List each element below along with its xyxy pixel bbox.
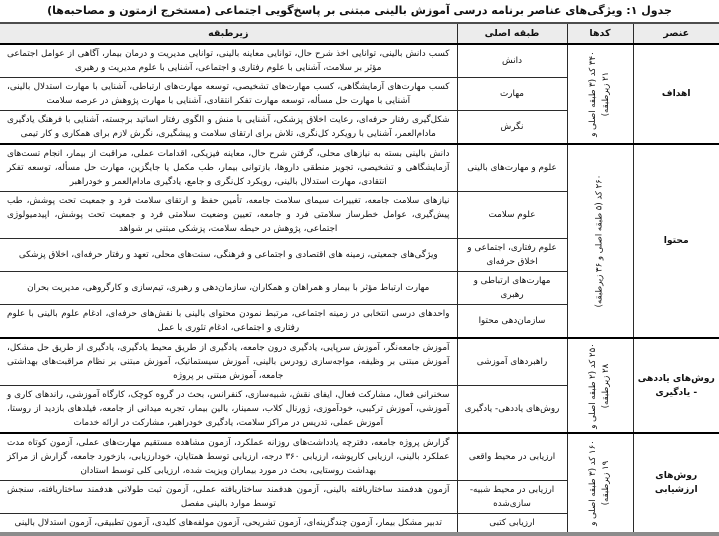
subcategory-cell: مهارت ارتباط مؤثر با بیمار و همراهان و همکاران، سازمان‌دهی و رهبری، تیم‌سازی و کارگروهی، مدیریت بحران (0, 272, 457, 305)
element-cell-goals: اهداف (633, 44, 719, 144)
subcategory-cell: واحدهای درسی انتخابی در زمینه اجتماعی، مرتبط نمودن محتوای بالینی با نقش‌های حرفه‌ای، ادغام علوم بالینی با علوم رفتاری و اجتماعی، ادغام تئوری با عمل (0, 305, 457, 339)
subcategory-cell: آموزش جامعه‌نگر، آموزش سرپایی، یادگیری درون جامعه، یادگیری از طریق محیط یادگیری، یادگیری از طریق حل مشکل، آموزش مبتنی بر وظیفه، مواجه‌سازی زودرس بالینی، آموزش سیستماتیک، آموزش مبتنی بر نظام مراقبت‌های بهداشتی جامعه، آموزش مبتنی بر پروژه (0, 338, 457, 386)
element-cell-evaluation-methods: روش‌های ارزشیابی (633, 433, 719, 534)
subcategory-cell: دانش بالینی بسته به نیازهای محلی، گرفتن شرح حال، معاینه فیزیکی، اقدامات عملی، مراقبت از بیمار، انجام تست‌های آزمایشگاهی و تشخیصی، تجویز منطقی داروها، بازتوانی بیمار، طب مکمل یا جایگزین، مهارت حل مسأله، توسعه تفکر انتقادی، مهارت استدلال بالینی، رویکرد کل‌نگری و جامع، یادگیری مادام‌العمر و خودراهبر (0, 144, 457, 192)
codes-cell-content (567, 144, 633, 338)
table-row (0, 338, 719, 386)
header-row (0, 23, 719, 44)
column-header-codes: کدها (567, 23, 633, 44)
rotated-codes-label: ۲۵۰ کد (۲ طبقه اصلی و ۲۸ زیرطبقه) (588, 342, 611, 429)
rotated-codes-label: ۲۶۰ کد (۵ طبقه اصلی و ۳۶ زیرطبقه) (594, 174, 605, 308)
main-category-cell: دانش (457, 44, 567, 78)
table-row (0, 44, 719, 78)
column-header-element: عنصر (633, 23, 719, 44)
main-category-cell: علوم سلامت (457, 192, 567, 239)
main-category-cell: علوم و مهارت‌های بالینی (457, 144, 567, 192)
main-category-cell: روش‌های یاددهی- یادگیری (457, 386, 567, 434)
subcategory-cell: گزارش پروژه جامعه، دفترچه یادداشت‌های روزانه عملکرد، آزمون مشاهده مستقیم مهارت‌های عملی، آزمون کوتاه مدت عملکرد بالینی، ارزیابی کارپوشه، ارزیابی ۳۶۰ درجه، ارزیابی توسط همتایان، خودارزیابی، بازخورد جامعه، گزارش از مراکز بهداشت روستایی، بحث در مورد بیماران ویزیت شده، ارزیابی کلی توسط استادان (0, 433, 457, 481)
main-category-cell: نگرش (457, 111, 567, 145)
curriculum-elements-table (0, 22, 719, 536)
subcategory-cell: کسب مهارت‌های آزمایشگاهی، کسب مهارت‌های تشخیصی، توسعه مهارت‌های ارتباطی، آشنایی با مهارت استدلال بالینی، آشنایی با مهارت حل مسأله، توسعه مهارت تفکر انتقادی، آشنایی با مهارت پژوهش در عرصه سلامت (0, 78, 457, 111)
table-title: جدول ۱: ویژگی‌های عناصر برنامه درسی آموزش بالینی مبتنی بر پاسخ‌گویی اجتماعی (مستخرج ازمتون و مصاحبه‌ها) (47, 4, 672, 17)
rotated-codes-label: ۳۴۰ کد (۳ طبقه اصلی و ۲۱ زیرطبقه) (588, 51, 611, 137)
main-category-cell: علوم رفتاری، اجتماعی و اخلاق حرفه‌ای (457, 239, 567, 272)
rotated-codes-label: ۱۶۰ کد (۳ طبقه اصلی و ۱۹ زیرطبقه) (588, 440, 611, 526)
element-cell-teaching-methods: روش‌های یاددهی - یادگیری (633, 338, 719, 433)
main-category-cell: ارزیابی در محیط شبیه‌-سازی‌شده (457, 481, 567, 514)
subcategory-cell: شکل‌گیری رفتار حرفه‌ای، رعایت اخلاق پزشکی، آشنایی با منش و الگوی رفتار اساتید برجسته، آشنایی با فرهنگ یادگیری مادام‌العمر، آشنایی با رویکرد کل‌نگری، تلاش برای ارتقای سلامت و پیشگیری، نگرش لازم برای همکاری و کار تیمی (0, 111, 457, 145)
codes-cell-evaluation-methods (567, 433, 633, 534)
main-category-cell: راهبردهای آموزشی (457, 338, 567, 386)
table-row (0, 433, 719, 481)
main-category-cell: ارزیابی کتبی (457, 514, 567, 535)
subcategory-cell: کسب دانش بالینی، توانایی اخذ شرح حال، توانایی معاینه بالینی، توانایی مدیریت و درمان بیمار، آگاهی از عوامل اجتماعی مؤثر بر سلامت، آشنایی با علوم رفتاری و اجتماعی، آشنایی با علوم مدیریت و رهبری (0, 44, 457, 78)
subcategory-cell: آزمون هدفمند ساختاریافته بالینی، آزمون هدفمند ساختاریافته عملی، آزمون ثبت طولانی هدفمند ساختاریافته، سنجش توسط موارد بالینی مفصل (0, 481, 457, 514)
main-category-cell: مهارت (457, 78, 567, 111)
codes-cell-goals (567, 44, 633, 144)
column-header-main-category: طبقه اصلی (457, 23, 567, 44)
table-row (0, 144, 719, 192)
subcategory-cell: ویژگی‌های جمعیتی، زمینه های اقتصادی و اجتماعی و فرهنگی، سنت‌های محلی، تعهد و رفتار حرفه‌ای، اخلاق پزشکی (0, 239, 457, 272)
main-category-cell: سازمان‌دهی محتوا (457, 305, 567, 339)
main-category-cell: ارزیابی در محیط واقعی (457, 433, 567, 481)
column-header-subcategory: زیرطبقه (0, 23, 457, 44)
subcategory-cell: سخنرانی فعال، مشارکت فعال، ایفای نقش، شبیه‌سازی، کنفرانس، بحث در گروه کوچک، کارگاه آموزشی، راندهای کاری و آموزشی، آموزش ترکیبی، خودآموزی، ژورنال کلاب، سمینار، بالین بیمار، تجربه میدانی از جامعه، فیلدهای بازدید از روستا، آموزش عملی، تدریس در مراکز سلامت، یادگیری خودراهبر، مشارکت در ارائه خدمات (0, 386, 457, 434)
subcategory-cell: نیازهای سلامت جامعه، تغییرات سیمای سلامت جامعه، تأمین حفظ و ارتقای سلامت فرد و جمعیت تحت پوشش، طب پیش‌گیری، عوامل خطرساز سلامتی فرد و جامعه، تعیین وضعیت سلامتی فرد و جمعیت تحت پوشش، اپیدمیولوژی اجتماعی، پژوهش در حیطه سلامت، پزشکی مبتنی بر شواهد (0, 192, 457, 239)
codes-cell-teaching-methods (567, 338, 633, 433)
main-category-cell: مهارت‌های ارتباطی و رهبری (457, 272, 567, 305)
element-cell-content: محتوا (633, 144, 719, 338)
subcategory-cell: تدبیر مشکل بیمار، آزمون چندگزینه‌ای، آزمون تشریحی، آزمون مولفه‌های کلیدی، آزمون تطبیقی، آزمون استدلال بالینی (0, 514, 457, 535)
